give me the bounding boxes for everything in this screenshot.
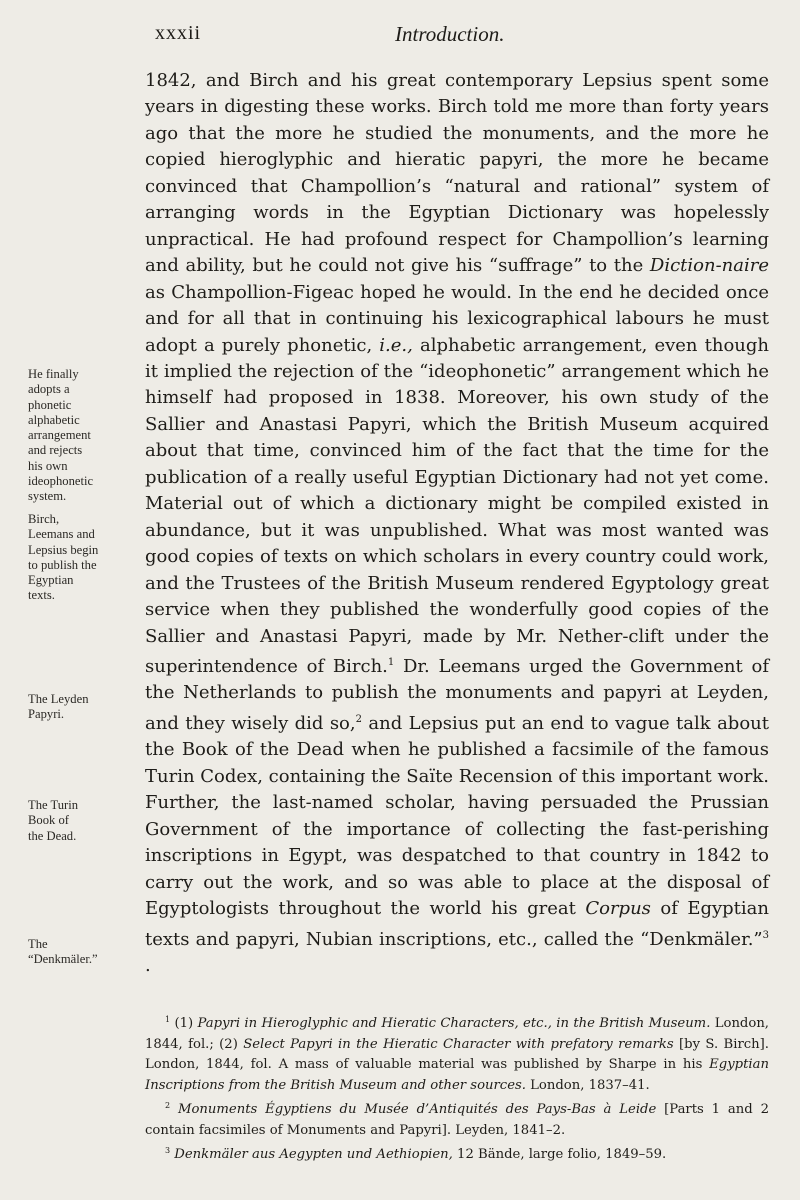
footnote-1 xyxy=(145,1010,769,1096)
footnote-text: 12 Bände, large folio, 1849–59. xyxy=(452,1147,667,1162)
margin-note-denkmaler xyxy=(28,937,144,968)
footnote-title: Monuments Égyptiens du Musée d’Antiquités des Pays-Bas à Leide xyxy=(177,1102,657,1117)
margin-line: and rejects xyxy=(28,443,83,458)
margin-line: his own xyxy=(28,458,68,473)
margin-line: Papyri. xyxy=(28,707,65,722)
footnote-ref-2[interactable]: 2 xyxy=(355,713,362,725)
footnote-title: Denkmäler aus Aegypten und Aethiopien, xyxy=(174,1147,453,1162)
footnote-ref-3[interactable]: 3 xyxy=(762,929,769,941)
text-segment: and Lepsius put an end to vague talk about the Book of the Dead when he published a facsimile of the famous Turin Codex, containing the Saïte Recension of this important work. Further, the last-named scholar, having persuaded the Prussian Government of the importance of collecting the fast-perishing inscriptions in Egypt, was despatched to that country in 1842 to carry out the work, and so was able to place at the disposal of Egyptologists throughout the world his great xyxy=(145,712,769,920)
footnote-mark: 3 xyxy=(165,1146,171,1155)
footnotes xyxy=(145,1010,769,1166)
footnote-text: [by S. Birch]. London, 1844, fol. A mass of valuable material was published by Sharpe in his xyxy=(145,1036,769,1072)
margin-line: “Denkmäler.” xyxy=(28,952,98,967)
margin-line: Egyptian xyxy=(28,573,74,588)
margin-line: Leemans and xyxy=(28,527,95,542)
margin-note-turin xyxy=(28,798,144,844)
text-italic: Diction-naire xyxy=(649,255,769,277)
margin-line: The Turin xyxy=(28,798,79,812)
margin-note-phonetic xyxy=(28,367,144,505)
main-paragraph xyxy=(145,68,769,979)
margin-line: ideophonetic xyxy=(28,474,94,489)
text-italic: Corpus xyxy=(585,898,651,920)
footnote-text: (1) xyxy=(174,1016,198,1031)
margin-line: alphabetic xyxy=(28,412,80,427)
footnote-3 xyxy=(145,1141,769,1166)
text-segment: 1842, and Birch and his great contemporary Lepsius spent some years in digesting these works. Birch told me more than forty years ago that the more he studied the monuments, and the more he copied hieroglyphic and hieratic papyri, the more he became convinced that Champollion’s “natural and rational” system of arranging words in the Egyptian Dictionary was hopelessly unpractical. He had profound respect for Champollion’s learning and ability, but he could not give his “suffrage” to the xyxy=(145,70,769,277)
footnote-2 xyxy=(145,1096,769,1141)
margin-line: The xyxy=(28,937,48,951)
margin-line: to publish the xyxy=(28,557,97,572)
margin-note-leyden xyxy=(28,692,144,723)
footnote-title: Select Papyri in the Hieratic Character with prefatory remarks xyxy=(243,1036,674,1052)
margin-line: the Dead. xyxy=(28,828,77,843)
footnote-text: London, 1844, fol.; (2) xyxy=(145,1016,769,1052)
page-header xyxy=(0,22,800,52)
footnote-mark: 1 xyxy=(165,1015,171,1024)
footnote-text: [Parts 1 and 2 contain facsimiles of Monuments and Papyri]. Leyden, 1841–2. xyxy=(145,1102,769,1138)
margin-note-publish-texts xyxy=(28,512,144,604)
text-italic: i.e., xyxy=(379,334,413,356)
margin-line: phonetic xyxy=(28,397,72,412)
margin-line: arrangement xyxy=(28,428,91,443)
text-segment: alphabetic arrangement, even though it implied the rejection of the “ideophonetic” arrangement which he himself had proposed in 1838. Moreover, his own study of the Sallier and Anastasi Papyri, which the British Museum acquired about that time, convinced him of the fact that the time for the publication of a really useful Egyptian Dictionary had not yet come. Material out of which a dictionary might be compiled existed in abundance, but it was unpublished. What was most wanted was good copies of texts on which scholars in every country could work, and the Trustees of the British Museum rendered Egyptology great service when they published the wonderfully good copies of the Sallier and Anastasi Papyri, made by Mr. Nether-clift under the superintendence of Birch. xyxy=(145,334,769,677)
margin-line: He finally xyxy=(28,367,79,381)
page-number: xxxii xyxy=(155,22,202,44)
text-segment: Dr. Leemans urged the Government of the Netherlands to publish the monuments and papyri at Leyden, and they wisely did so, xyxy=(145,655,769,734)
text-segment: as Champollion-Figeac hoped he would. In the end he decided once and for all that in continuing his lexicographical labours he must adopt a purely phonetic, xyxy=(145,281,769,356)
margin-line: The Leyden xyxy=(28,692,89,706)
margin-line: Lepsius begin xyxy=(28,542,99,557)
margin-line: system. xyxy=(28,489,67,504)
margin-line: texts. xyxy=(28,588,55,603)
text-segment: . xyxy=(145,954,151,976)
footnote-title: Papyri in Hieroglyphic and Hieratic Characters, etc., in the British Museum. xyxy=(197,1016,711,1031)
running-head: Introduction. xyxy=(395,22,505,46)
footnote-title: Egyptian Inscriptions from the British Museum and other sources. xyxy=(145,1057,769,1093)
footnote-mark: 2 xyxy=(165,1101,171,1110)
footnote-ref-1[interactable]: 1 xyxy=(387,656,395,668)
footnote-text: London, 1837–41. xyxy=(525,1077,650,1093)
text-segment: of Egyptian texts and papyri, Nubian inscriptions, etc., called the “Denkmäler.” xyxy=(145,898,769,950)
margin-line: Book of xyxy=(28,813,69,828)
margin-line: adopts a xyxy=(28,382,70,397)
margin-line: Birch, xyxy=(28,512,60,526)
